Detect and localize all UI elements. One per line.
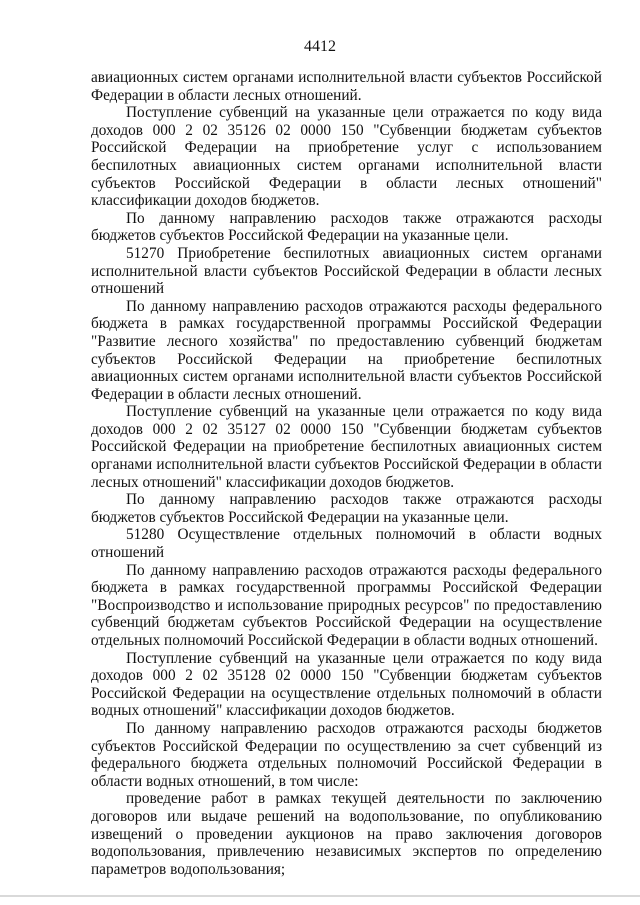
paragraph: По данному направлению расходов отражаются расходы федерального бюджета в рамках государственной программы Российской Федерации "Развитие лесного хозяйства" по предоставлению субвенций бюджетам субъектов Российской Федерации на приобретение беспилотных авиационных систем органами исполнительной власти субъектов Российской Федерации в области лесных отношений. (91, 297, 602, 403)
paragraph: По данному направлению расходов также отражаются расходы бюджетов субъектов Российской Федерации на указанные цели. (91, 209, 602, 245)
paragraph: Поступление субвенций на указанные цели отражается по коду вида доходов 000 2 02 35126 02 0000 150 "Субвенции бюджетам субъектов Российской Федерации на приобретение услуг с использованием беспилотных авиационных систем органами исполнительной власти субъектов Российской Федерации в области лесных отношений" классификации доходов бюджетов. (91, 104, 602, 210)
section-heading: 51280 Осуществление отдельных полномочий в области водных отношений (91, 526, 602, 562)
paragraph: По данному направлению расходов отражаются расходы бюджетов субъектов Российской Федерации по осуществлению за счет субвенций из федерального бюджета отдельных полномочий Российской Федерации в области водных отношений, в том числе: (91, 719, 602, 790)
paragraph: Поступление субвенций на указанные цели отражается по коду вида доходов 000 2 02 35127 02 0000 150 "Субвенции бюджетам субъектов Российской Федерации на приобретение беспилотных авиационных систем органами исполнительной власти субъектов Российской Федерации в области лесных отношений" классификации доходов бюджетов. (91, 403, 602, 491)
paragraph: Поступление субвенций на указанные цели отражается по коду вида доходов 000 2 02 35128 02 0000 150 "Субвенции бюджетам субъектов Российской Федерации на осуществление отдельных полномочий в области водных отношений" классификации доходов бюджетов. (91, 649, 602, 720)
paragraph: По данному направлению расходов также отражаются расходы бюджетов субъектов Российской Федерации на указанные цели. (91, 491, 602, 526)
paragraph: проведение работ в рамках текущей деятельности по заключению договоров или выдаче решений на водопользование, по опубликованию извещений о проведении аукционов на право заключения договоров водопользования, привлечению независимых экспертов по определению параметров водопользования; (91, 790, 602, 878)
page-bottom-edge (0, 895, 640, 897)
paragraph: По данному направлению расходов отражаются расходы федерального бюджета в рамках государственной программы Российской Федерации "Воспроизводство и использование природных ресурсов" по предоставлению субвенций бюджетам субъектов Российской Федерации на осуществление отдельных полномочий Российской Федерации в области водных отношений. (91, 561, 602, 649)
page-number: 4412 (304, 38, 336, 55)
document-body (91, 69, 602, 878)
section-heading: 51270 Приобретение беспилотных авиационных систем органами исполнительной власти субъектов Российской Федерации в области лесных отношений (91, 244, 602, 298)
paragraph: авиационных систем органами исполнительной власти субъектов Российской Федерации в области лесных отношений. (91, 69, 602, 104)
